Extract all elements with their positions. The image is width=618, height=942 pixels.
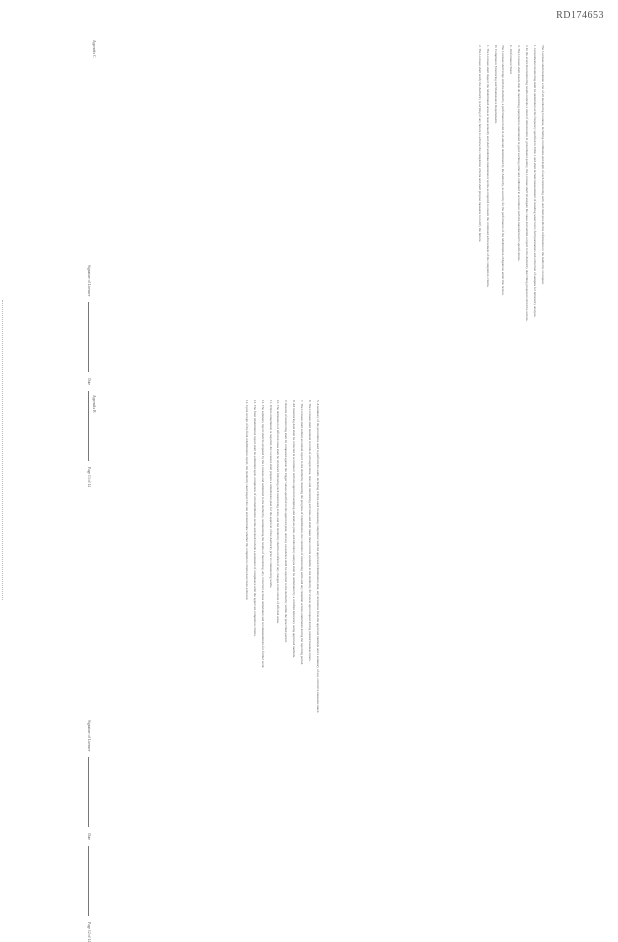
right-signature-label: Signature of Licensee bbox=[87, 265, 91, 297]
left-date-line bbox=[88, 846, 92, 916]
right-page-paragraph: 2. The Licensee shall notify the Authority in writing of any failure to achieve the completion criteria and shall propose measures to rectify the failure. bbox=[477, 45, 482, 243]
left-page-paragraph: 9. Results of monitoring shall be compared against the trigger values specified in the approved plan, and any exceedance shall be reported to the Authority within the prescribed period. bbox=[284, 400, 289, 643]
right-page-paragraph: The Licensee shall lodge with the Authority a performance bond in an amount determined by the Authority, as security for the performance of the rehabilitation obligations under this licence. bbox=[501, 45, 506, 296]
left-page-paragraph: 14. Upon receipt of the final rehabilitation report, the Authority shall inspect the site and determine whether the completion criteria have been achieved. bbox=[244, 400, 249, 601]
document-id: RD174653 bbox=[556, 10, 604, 21]
left-page-paragraph: 12. The summary report shall be prepared by the Licensee and submitted to the Authority, summarising the results of monitoring, any corrective actions undertaken and recommendations for further work. bbox=[260, 400, 265, 669]
right-page-paragraph: The Licensee shall maintain a list of all monitoring locations, including coordinates and depth of each monitoring well, and shall provide this information to the Authority on request. bbox=[541, 45, 545, 285]
left-page-header-wrap bbox=[92, 395, 113, 413]
right-date-line bbox=[88, 391, 92, 461]
left-page-paragraph: 8. All monitoring data shall be collected in accordance with the approved sampling and analysis plan, and laboratory analysis shall be undertaken by a certified laboratory using approved methods. bbox=[292, 400, 297, 659]
left-signature-label: Signature of Licensee bbox=[87, 720, 91, 752]
right-page-number: Page 13 of 14 bbox=[87, 467, 91, 488]
right-signature-line bbox=[88, 302, 92, 372]
left-page-header: Appendix B bbox=[92, 395, 96, 413]
left-page-paragraph: 10. The delineation of affected areas shall be reviewed following each monitoring event, and the Authority shall be notified of any changes to the extent of affected areas. bbox=[276, 400, 281, 624]
right-page-header: Appendix C bbox=[92, 40, 96, 58]
right-page-paragraph: D. Compliance Monitoring and Maintenance Requirements bbox=[493, 45, 498, 124]
right-page-paragraph: 3. The Licensee shall ensure that all monitoring equipment is maintained in good working order and calibrated in accordance with the manufacturer's specifications. bbox=[517, 45, 522, 262]
right-page-paragraph: 2. In the event that monitoring results indicate a trend of deterioration in groundwater quality, the Licensee shall investigate the cause and submit a report to the Authority describing proposed corrective actions. bbox=[525, 45, 530, 322]
right-date-label: Date bbox=[87, 378, 91, 386]
left-page-paragraph: 5. A summary of the procedures used to perform the audit, including criteria used in assessing compliance with the approved rehabilitation plan, any deviations from the approved methods and a summary of any corrective measures taken. bbox=[316, 400, 320, 714]
right-page-paragraph: 1. The Licensee shall inspect the rehabilitated areas at least annually and shall undertake maintenance works as required to ensure the continued achievement of the completion criteria. bbox=[485, 45, 490, 288]
right-page-paragraph: 1. Groundwater monitoring shall be undertaken at the frequency specified in Table 1 and shall include measurement of standing water level, field parameters and collection of samples for laboratory analysis. bbox=[533, 45, 538, 318]
left-signature-block bbox=[87, 720, 314, 942]
left-signature-line bbox=[88, 757, 92, 827]
right-page-paragraph: C. Performance Bond bbox=[509, 45, 514, 74]
left-page-paragraph: 13. The final rehabilitation report shall be submitted upon completion of all rehabilitation works and shall include a statement of compliance with the approved completion criteria. bbox=[252, 400, 257, 637]
page-edge-marks bbox=[2, 300, 4, 600]
left-page-paragraph: 11. Where remediation is required, the Licensee shall prepare a remediation plan for the approval of the Authority prior to commencing works. bbox=[268, 400, 273, 589]
left-page-paragraph: 6. The Licensee shall maintain records of all inspections, tests and monitoring activities and shall make these records available to the Authority for review upon request during normal business hours. bbox=[308, 400, 313, 662]
left-date-label: Date bbox=[87, 833, 91, 841]
left-page-number: Page 12 of 14 bbox=[87, 922, 91, 942]
left-page-paragraph: 7. The Licensee shall submit an annual report to the Authority detailing the progress of rehabilitation, the condition of monitoring wells and any remedial actions undertaken during the reporting period. bbox=[300, 400, 305, 666]
right-page-header-wrap bbox=[92, 40, 113, 58]
